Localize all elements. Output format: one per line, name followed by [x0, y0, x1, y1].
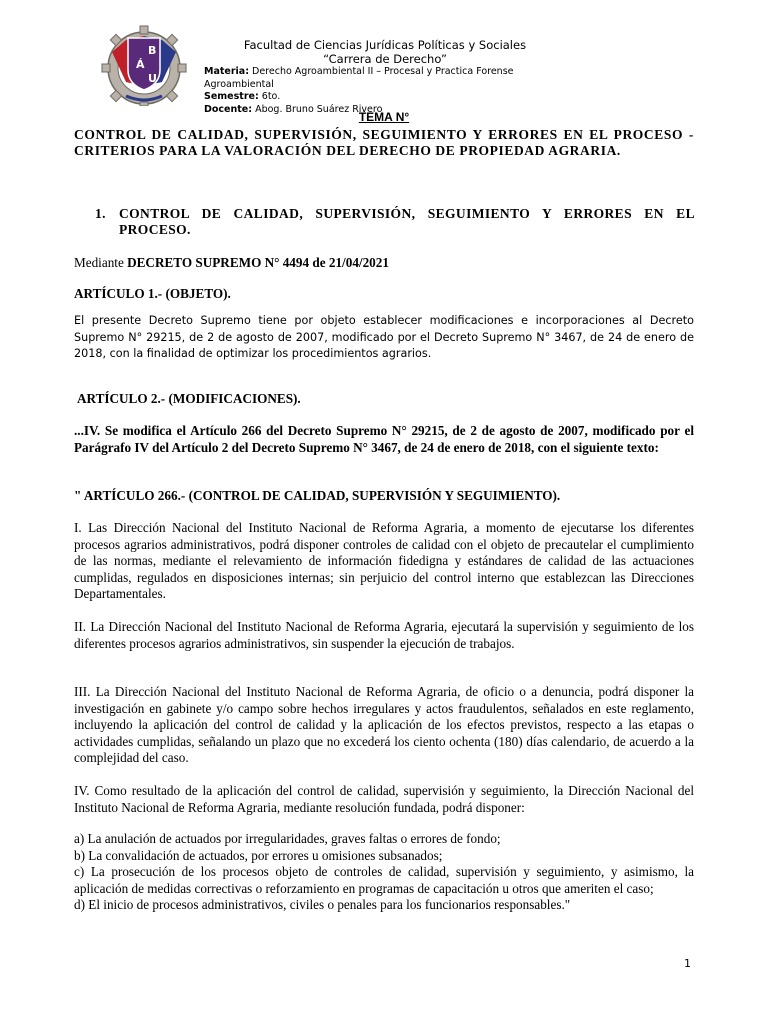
logo-letter-u: U: [148, 72, 157, 85]
list-item: b) La convalidación de actuados, por errores u omisiones subsanados;: [74, 847, 443, 863]
list-item: c) La prosecución de los procesos objeto de controles de calidad, supervisión y seguimiento, y asimismo, la aplicación de medidas correctivas o reforzamiento en programas de capacitación u otros que ameriten el caso;: [74, 864, 694, 896]
article-266-heading: " ARTÍCULO 266.- (CONTROL DE CALIDAD, SUPERVISIÓN Y SEGUIMIENTO).: [74, 488, 561, 503]
article-266-paragraph-4: IV. Como resultado de la aplicación del control de calidad, supervisión y seguimiento, la Dirección Nacional del Instituto Nacional de Reforma Agraria, mediante resolución fundada, podrá disponer:: [74, 783, 694, 815]
article-2-heading: ARTÍCULO 2.- (MODIFICACIONES).: [77, 391, 301, 406]
faculty-name: Facultad de Ciencias Jurídicas Políticas y Sociales: [243, 38, 527, 52]
list-item: d) El inicio de procesos administrativos, civiles o penales para los funcionarios responsables.": [74, 897, 571, 912]
decreto-prefix: Mediante: [74, 255, 128, 270]
career-name: “Carrera de Derecho”: [323, 52, 447, 66]
materia-label: Materia:: [204, 66, 249, 77]
article-266-paragraph-1: I. Las Dirección Nacional del Instituto Nacional de Reforma Agraria, a momento de ejecutarse los diferentes procesos agrarios administrativos, podrá disponer controles de calidad con el objeto de precautelar el cumplimiento de las normas, mediante el relevamiento de información fidedigna y estándares de calidad de las actuaciones cumplidas, regulados en disposiciones internas; sin perjuicio del control interno que establezcan las Direcciones Departamentales.: [74, 520, 694, 601]
article-2-intro: ...IV. Se modifica el Artículo 266 del Decreto Supremo N° 29215, de 2 de agosto de 2007, modificado por el Parágrafo IV del Artículo 2 del Decreto Supremo N° 3467, de 24 de enero de 2018, con el siguiente texto:: [74, 423, 694, 455]
article-266-list: [74, 831, 694, 914]
decreto-line: [74, 255, 694, 272]
tema-label: TEMA N°: [358, 110, 410, 124]
article-1-heading: ARTÍCULO 1.- (OBJETO).: [74, 286, 231, 301]
materia-value: Derecho Agroambiental II – Procesal y Practica Forense Agroambiental: [204, 66, 514, 90]
section-1-number: 1.: [95, 206, 106, 221]
list-item: a) La anulación de actuados por irregularidades, graves faltas o errores de fondo;: [74, 831, 501, 846]
materia-line: [200, 66, 570, 91]
section-1-text: CONTROL DE CALIDAD, SUPERVISIÓN, SEGUIMIENTO Y ERRORES EN EL PROCESO.: [119, 206, 695, 237]
semestre-line: [200, 91, 570, 104]
page-number: 1: [684, 957, 691, 970]
section-1-title: [95, 206, 695, 238]
semestre-value: 6to.: [258, 91, 281, 102]
article-266-paragraph-3: III. La Dirección Nacional del Instituto Nacional de Reforma Agraria, de oficio o a denuncia, podrá disponer la investigación en gabinete y/o campo sobre hechos irregulares y actos fraudulentos, señalados en este reglamento, incluyendo la aplicación del control de calidad y la aplicación de los efectos previstos, respecto a las etapas o actividades cumplidas, señalando un plazo que no excederá los ciento ochenta (180) días calendario, de acuerdo a la complejidad del caso.: [74, 684, 694, 765]
logo-letter-a: Á: [136, 58, 145, 71]
article-1-text: El presente Decreto Supremo tiene por objeto establecer modificaciones e incorporaciones al Decreto Supremo N° 29215, de 2 de agosto de 2007, modificado por el Decreto Supremo N° 3467, de 24 de enero de 2018, con la finalidad de optimizar los procedimientos agrarios.: [74, 314, 694, 360]
logo-letter-b: B: [148, 44, 157, 57]
decreto-name: DECRETO SUPREMO N° 4494 de 21/04/2021: [127, 255, 389, 270]
university-logo: [96, 22, 192, 106]
docente-value: Abog. Bruno Suárez Rivero: [252, 103, 383, 115]
document-header: [200, 38, 570, 116]
semestre-label: Semestre:: [204, 91, 259, 102]
article-266-paragraph-2: II. La Dirección Nacional del Instituto Nacional de Reforma Agraria, ejecutará la supervisión y seguimiento de los diferentes procesos agrarios administrativos, sin suspender la ejecución de trabajos.: [74, 619, 694, 651]
docente-label: Docente:: [204, 103, 253, 115]
main-title: CONTROL DE CALIDAD, SUPERVISIÓN, SEGUIMIENTO Y ERRORES EN EL PROCESO - CRITERIOS PARA LA VALORACIÓN DEL DERECHO DE PROPIEDAD AGRARIA.: [74, 127, 694, 158]
